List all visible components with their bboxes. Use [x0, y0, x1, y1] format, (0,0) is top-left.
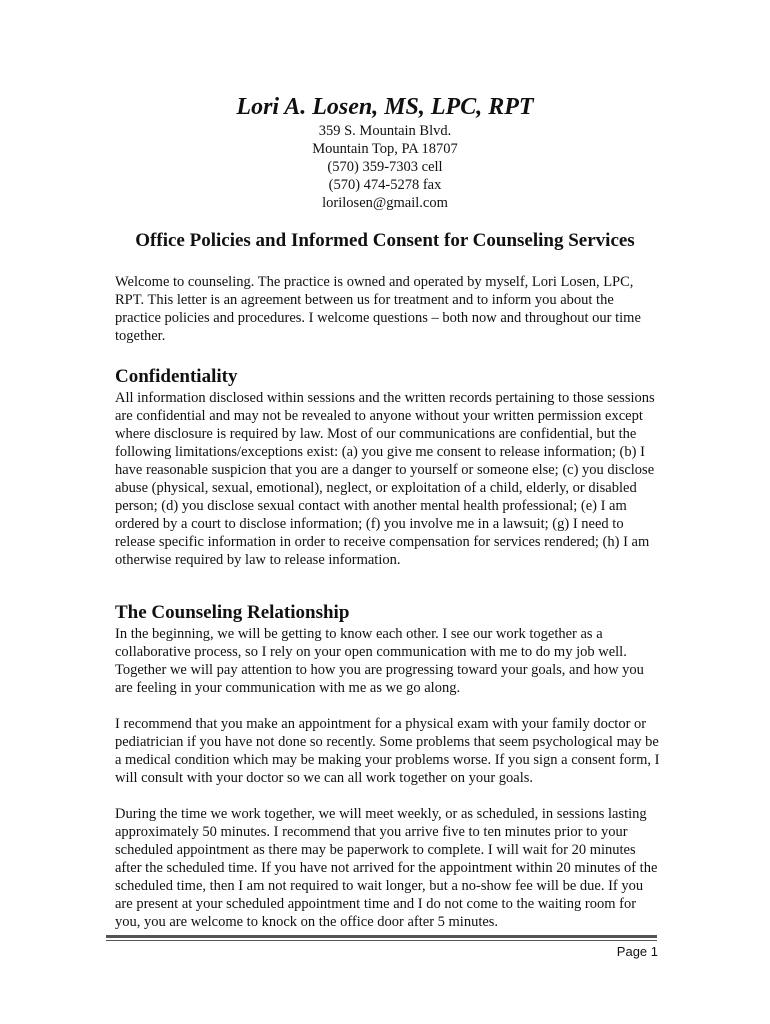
intro-paragraph: Welcome to counseling. The practice is owned and operated by myself, Lori Losen, LPC, RPT. This letter is an agreement between us for treatment and to inform you about the practice policies and procedures. I welcome questions – both now and throughout our time together.: [115, 274, 641, 344]
section-counseling-relationship: [115, 601, 660, 931]
email-address: lorilosen@gmail.com: [322, 195, 448, 211]
document-title: Office Policies and Informed Consent for Counseling Services: [135, 230, 635, 251]
section-heading: Confidentiality: [115, 366, 238, 387]
footer-divider-thin: [106, 940, 657, 941]
section-confidentiality: [115, 365, 660, 569]
phone-cell: (570) 359-7303 cell: [327, 159, 443, 175]
section-heading: The Counseling Relationship: [115, 602, 350, 623]
author-name: Lori A. Losen, MS, LPC, RPT: [236, 94, 534, 120]
section-paragraph: I recommend that you make an appointment for a physical exam with your family doctor or pediatrician if you have not done so recently. Some problems that seem psychological may be a medical condition which may be making your problems worse. If you sign a consent form, I will consult with your doctor so we can all work together on your goals.: [115, 716, 660, 786]
footer-divider: [106, 935, 657, 938]
address-line-1: 359 S. Mountain Blvd.: [318, 123, 452, 139]
page-number: Page 1: [616, 944, 658, 959]
phone-fax: (570) 474-5278 fax: [328, 177, 442, 193]
intro-block: [115, 273, 660, 345]
section-paragraph: During the time we work together, we will meet weekly, or as scheduled, in sessions lasting approximately 50 minutes. I recommend that you arrive five to ten minutes prior to your scheduled appointment as there may be paperwork to complete. I will wait for 20 minutes after the scheduled time. If you have not arrived for the appointment within 20 minutes of the scheduled time, then I am not required to wait longer, but a no-show fee will be due. If you are present at your scheduled appointment time and I do not come to the waiting room for you, you are welcome to knock on the office door after 5 minutes.: [115, 806, 658, 930]
letterhead: [0, 92, 770, 212]
address-line-2: Mountain Top, PA 18707: [312, 141, 458, 157]
section-paragraph: All information disclosed within sessions and the written records pertaining to those sessions are confidential and may not be revealed to anyone without your written permission except where disclosure is required by law. Most of our communications are confidential, but the following limitations/exceptions exist: (a) you give me consent to release information; (b) I have reasonable suspicion that you are a danger to yourself or someone else; (c) you disclose abuse (physical, sexual, emotional), neglect, or exploitation of a child, elderly, or disabled person; (d) you disclose sexual contact with another mental health professional; (e) I am ordered by a court to disclose information; (f) you involve me in a lawsuit; (g) I need to release specific information in order to receive compensation for services rendered; (h) I am otherwise required by law to release information.: [115, 390, 655, 568]
section-paragraph: In the beginning, we will be getting to know each other. I see our work together as a collaborative process, so I rely on your open communication with me to do my job well. Together we will pay attention to how you are progressing toward your goals, and how you are feeling in your communication with me as we go along.: [115, 626, 644, 696]
